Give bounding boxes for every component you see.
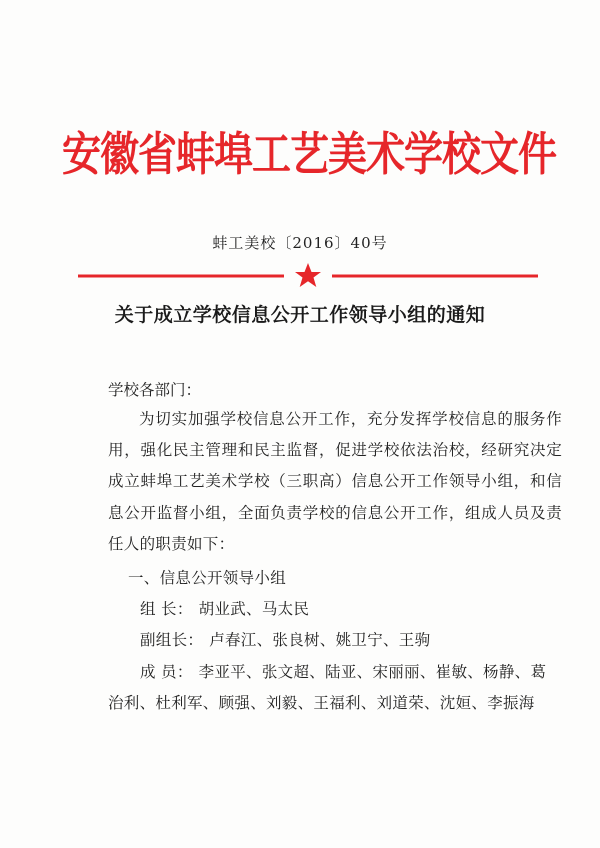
notice-title: 关于成立学校信息公开工作领导小组的通知 (114, 304, 486, 326)
issuer-title: 安徽省蚌埠工艺美术学校文件 (62, 127, 557, 182)
section-heading: 一、信息公开领导小组 (128, 569, 287, 587)
star-icon (295, 263, 321, 287)
red-divider (78, 261, 538, 289)
deputy-label: 副组长： (140, 631, 204, 649)
member-names-line2: 治利、杜利军、顾强、刘毅、王福利、刘道荣、沈姮、李振海 (108, 694, 535, 712)
member-label: 成 员： (140, 663, 193, 681)
deputy-row (140, 628, 430, 650)
body-paragraph: 为切实加强学校信息公开工作，充分发挥学校信息的服务作用，强化民主管理和民主监督，促进学校依法治校，经研究决定成立蚌埠工艺美术学校（三职高）信息公开工作领导小组，和信息公开监督小组，全面负责学校的信息公开工作，组成人员及责任人的职责如下： (108, 410, 562, 553)
leader-row (140, 597, 309, 619)
document-number: 蚌工美校〔2016〕40号 (212, 234, 388, 252)
salutation: 学校各部门： (108, 381, 202, 399)
member-names-line1: 李亚平、张文超、陆亚、宋丽丽、崔敏、杨静、葛 (198, 663, 547, 681)
deputy-names: 卢春江、张良树、姚卫宁、王驹 (209, 631, 431, 649)
leader-label: 组 长： (140, 600, 193, 618)
leader-names: 胡业武、马太民 (198, 600, 310, 618)
member-row (140, 660, 546, 682)
